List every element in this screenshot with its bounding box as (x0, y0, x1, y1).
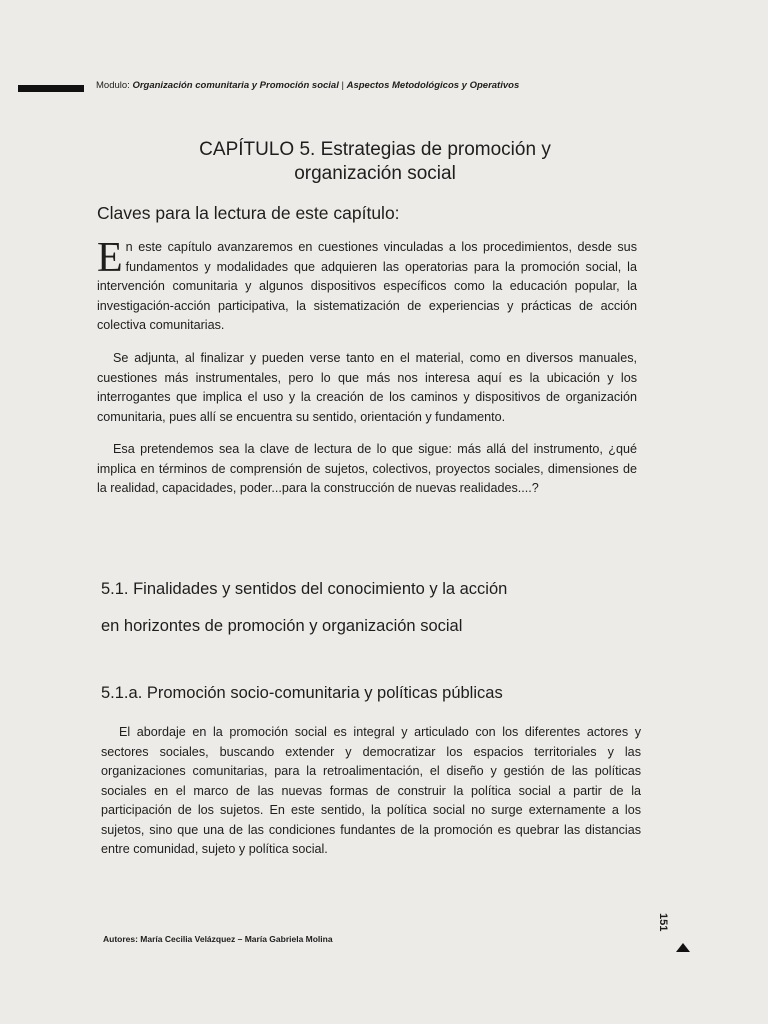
header-separator: | (338, 80, 347, 91)
page-arrow-icon (676, 943, 690, 952)
running-header (96, 80, 519, 91)
chapter-title (140, 138, 610, 186)
intro-text: n este capítulo avanzaremos en cuestiones vinculadas a los procedimientos, desde sus fundamentos y modalidades que adquieren las operatorias para la promoción social, la intervención comunitaria y algunos dispositivos específicos como la educación popular, la investigación-acción participativa, la sistematización de experiencias y prácticas de acción colectiva comunitarias. (97, 240, 637, 332)
section-5-1-heading (101, 571, 641, 645)
chapter-title-line1: CAPÍTULO 5. Estrategias de promoción y (199, 139, 551, 160)
header-section: Aspectos Metodológicos y Operativos (346, 80, 520, 91)
drop-cap: E (97, 235, 123, 281)
chapter-title-line2: organización social (294, 163, 456, 184)
page-number: 151 (657, 913, 669, 932)
paragraph-3: Esa pretendemos sea la clave de lectura de lo que sigue: más allá del instrumento, ¿qué implica en términos de comprensión de sujetos, colectivos, proyectos sociales, dimensiones de la realidad, capacidades, poder...para la construcción de nuevas realidades....? (97, 442, 637, 495)
header-prefix: Modulo: (96, 80, 133, 91)
section-5-1-line1: 5.1. Finalidades y sentidos del conocimiento y la acción (101, 580, 508, 598)
paragraph-2: Se adjunta, al finalizar y pueden verse tanto en el material, como en diversos manuales, cuestiones más instrumentales, pero lo que más nos interesa aquí es la ubicación y los interrogantes que implica el uso y la creación de los caminos y dispositivos de organización comunitaria, pues allí se encuentra su sentido, orientación y fundamento. (97, 351, 637, 424)
section-5-1-a-heading: 5.1.a. Promoción socio-comunitaria y políticas públicas (101, 684, 503, 702)
section-5-1-line2: en horizontes de promoción y organización social (101, 617, 463, 635)
paragraph-4: El abordaje en la promoción social es integral y articulado con los diferentes actores y sectores sociales, buscando extender y democratizar los espacios territoriales y las organizaciones comunitarias, para la retroalimentación, el diseño y gestión de las políticas sociales en el marco de las nuevas formas de construir la política social a partir de la participación de los sujetos. En este sentido, la política social no surge externamente a los sujetos, sino que una de las condiciones fundantes de la promoción es quebrar las distancias entre comunidad, sujeto y política social. (101, 725, 641, 856)
header-module: Organización comunitaria y Promoción social (132, 80, 339, 91)
intro-paragraph (97, 235, 637, 336)
claves-heading: Claves para la lectura de este capítulo: (97, 203, 400, 223)
header-bar (18, 85, 84, 92)
footer-authors: Autores: María Cecilia Velázquez – María Gabriela Molina (103, 934, 333, 944)
